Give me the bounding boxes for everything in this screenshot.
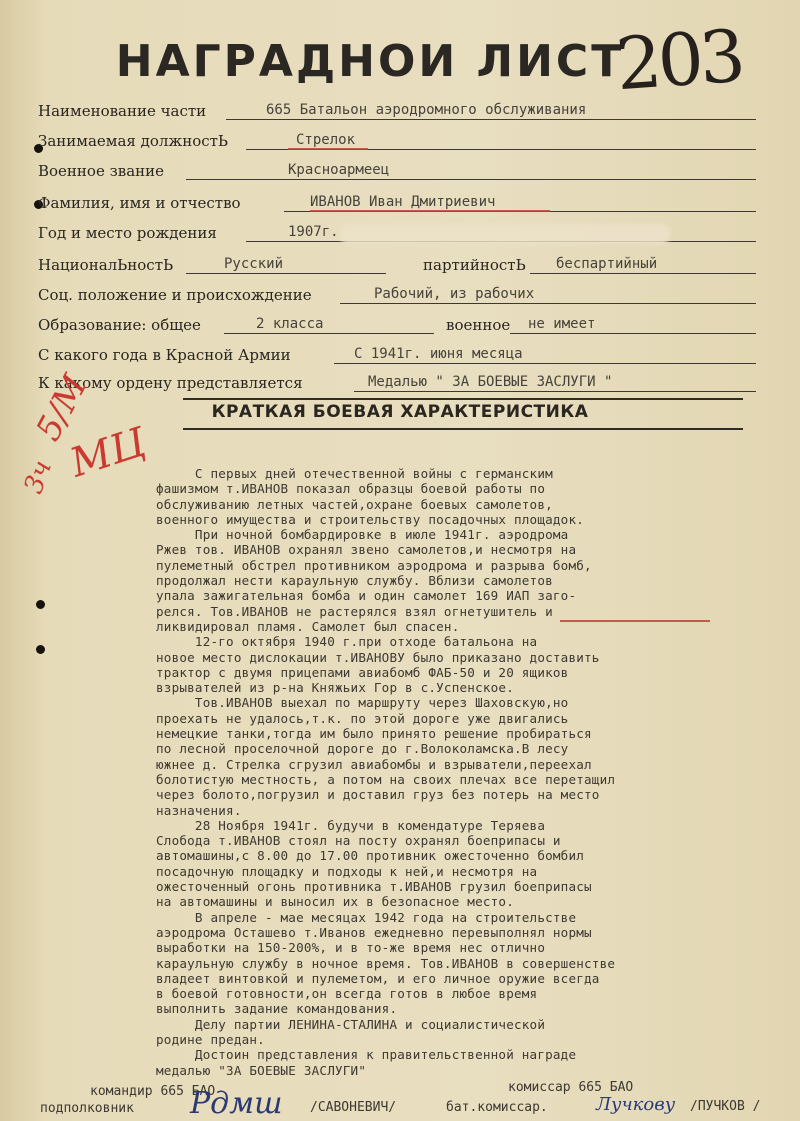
body-line: караульную службу в ночное время. Тов.ИВАНОВ в совершенстве	[156, 955, 616, 971]
body-line: выполнить задание командования.	[156, 1001, 398, 1017]
body-line: обслуживанию летных частей,охране боевых самолетов,	[156, 496, 553, 512]
field-label: Образование: общее	[38, 316, 201, 334]
body-line: немецкие танки,тогда им было принято решение пробираться	[156, 726, 592, 742]
sheet-number: 203	[613, 13, 745, 107]
field-education	[38, 310, 758, 338]
field-value: 665 Батальон аэродромного обслуживания	[266, 102, 587, 118]
red-pencil-underline	[310, 210, 550, 212]
field-label: Военное звание	[38, 162, 165, 180]
body-line: Достоин представления к правительственной награде	[156, 1047, 577, 1063]
body-line: на автомашины и выносил их в безопасное место.	[156, 894, 514, 910]
field-rank	[38, 156, 758, 184]
field-value: Медалью " ЗА БОЕВЫЕ ЗАСЛУГИ "	[368, 374, 613, 390]
red-pencil-mark: 3ч	[18, 456, 59, 498]
section-rule-top	[183, 398, 743, 400]
body-line: пулеметный обстрел противником аэродрома и разрыва бомб,	[156, 557, 592, 573]
body-line: фашизмом т.ИВАНОВ показал образцы боевой работы по	[156, 481, 546, 497]
body-line: через болото,погрузил и доставил груз без потерь на место	[156, 787, 600, 803]
field-value: Рабочий, из рабочих	[374, 286, 535, 302]
red-pencil-mark: 5/М	[28, 368, 96, 448]
field-label: Год и место рождения	[38, 224, 217, 242]
commander-rank: подполковник	[40, 1101, 134, 1116]
body-line: Тов.ИВАНОВ выехал по маршруту через Шаховскую,но	[156, 695, 569, 711]
body-line: проехать не удалось,т.к. по этой дороге уже двигались	[156, 710, 569, 726]
commander-signature: Рдмш	[190, 1086, 283, 1121]
body-line: выработки на 150-200%, и в то-же время нес отлично	[156, 940, 546, 956]
field-army-since	[38, 340, 758, 368]
red-pencil-mark: МЦ	[64, 419, 152, 487]
body-line: упала зажигательная бомба и один самолет 169 ИАП заго-	[156, 588, 577, 604]
field-label: Соц. положение и происхождение	[38, 286, 312, 304]
section-rule-bottom	[183, 428, 743, 430]
field-social	[38, 280, 758, 308]
redacted-area	[340, 224, 670, 244]
commander-title: командир 665 БАО	[90, 1084, 216, 1099]
field-value: 2 класса	[256, 316, 324, 332]
combat-description	[156, 466, 776, 1078]
field-value: С 1941г. июня месяца	[354, 346, 523, 362]
body-line: При ночной бомбардировке в июле 1941г. аэродрома	[156, 527, 569, 543]
body-line: Слобода т.ИВАНОВ стоял на посту охранял боеприпасы и	[156, 833, 561, 849]
body-line: родине предан.	[156, 1031, 265, 1047]
field-label: партийностЬ	[423, 256, 526, 274]
body-line: автомашины,с 8.00 до 17.00 противник ожесточенно бомбил	[156, 848, 585, 864]
body-line: военного имущества и строительству посадочных площадок.	[156, 511, 585, 527]
field-value: не имеет	[528, 316, 596, 332]
field-value: Красноармеец	[288, 162, 390, 178]
field-value: Стрелок	[296, 132, 356, 148]
binder-hole	[36, 645, 45, 654]
field-value: беспартийный	[556, 256, 658, 272]
commissar-rank: бат.комиссар.	[446, 1100, 548, 1115]
field-unit	[38, 96, 758, 124]
field-label: военное	[446, 316, 511, 334]
field-position	[38, 126, 758, 154]
body-line: по лесной проселочной дороге до г.Волоколамска.В лесу	[156, 741, 569, 757]
body-line: новое место дислокации т.ИВАНОВУ было приказано доставить	[156, 649, 600, 665]
field-value: Русский	[224, 256, 284, 272]
body-line: посадочную площадку и подходы к ней,и несмотря на	[156, 863, 538, 879]
field-label: Фамилия, имя и отчество	[38, 194, 241, 212]
body-line: 12-го октября 1940 г.при отходе батальона на	[156, 634, 538, 650]
red-pencil-underline	[560, 620, 710, 622]
field-award	[38, 368, 758, 396]
field-label: К какому ордену представляется	[38, 374, 303, 392]
field-value: 1907г.	[288, 224, 339, 240]
body-line: ожесточенный огонь противника т.ИВАНОВ грузил боеприпасы	[156, 879, 592, 895]
body-line: Делу партии ЛЕНИНА-СТАЛИНА и социалистической	[156, 1016, 546, 1032]
body-line: аэродрома Осташево т.Иванов ежедневно перевыполнял нормы	[156, 924, 592, 940]
body-line: южнее д. Стрелка сгрузил авиабомбы и взрыватели,переехал	[156, 756, 592, 772]
field-nationality	[38, 250, 758, 278]
body-line: трактор с двумя прицепами авиабомб ФАБ-50 и 20 ящиков	[156, 664, 569, 680]
commander-surname: /САВОНЕВИЧ/	[310, 1100, 397, 1115]
body-line: 28 Ноября 1941г. будучи в комендатуре Теряева	[156, 817, 546, 833]
body-line: релся. Тов.ИВАНОВ не растерялся взял огнетушитель и	[156, 603, 553, 619]
body-line: медалью "ЗА БОЕВЫЕ ЗАСЛУГИ"	[156, 1062, 367, 1078]
body-line: В апреле - мае месяцах 1942 года на строительстве	[156, 909, 577, 925]
page-title: НАГРАДНОИ ЛИСТ	[115, 36, 625, 87]
field-label: НационалЬностЬ	[38, 256, 174, 274]
commissar-title: комиссар 665 БАО	[508, 1080, 634, 1095]
body-line: С первых дней отечественной войны с германским	[156, 466, 553, 481]
field-value: ИВАНОВ Иван Дмитриевич	[310, 194, 496, 210]
commissar-surname: /ПУЧКОВ /	[690, 1099, 761, 1114]
red-pencil-underline	[288, 148, 368, 150]
binder-hole	[36, 600, 45, 609]
body-line: взрывателей из р-на Княжьих Гор в с.Успенское.	[156, 680, 514, 696]
section-title: КРАТКАЯ БОЕВАЯ ХАРАКТЕРИСТИКА	[211, 402, 589, 422]
body-line: болотистую местность, а потом на своих плечах все перетащил	[156, 771, 616, 787]
field-label: Наименование части	[38, 102, 207, 120]
field-label: Занимаемая должностЬ	[38, 132, 229, 150]
body-line: ликвидировал пламя. Самолет был спасен.	[156, 618, 460, 634]
field-label: С какого года в Красной Армии	[38, 346, 291, 364]
body-line: продолжал нести караульную службу. Вблизи самолетов	[156, 573, 553, 589]
body-line: назначения.	[156, 802, 242, 818]
body-line: владеет винтовкой и пулеметом, и его личное оружие всегда	[156, 970, 600, 986]
body-line: в боевой готовности,он всегда готов в любое время	[156, 986, 538, 1002]
body-line: Ржев тов. ИВАНОВ охранял звено самолетов,и несмотря на	[156, 542, 577, 558]
commissar-signature: Лучкову	[596, 1094, 676, 1115]
